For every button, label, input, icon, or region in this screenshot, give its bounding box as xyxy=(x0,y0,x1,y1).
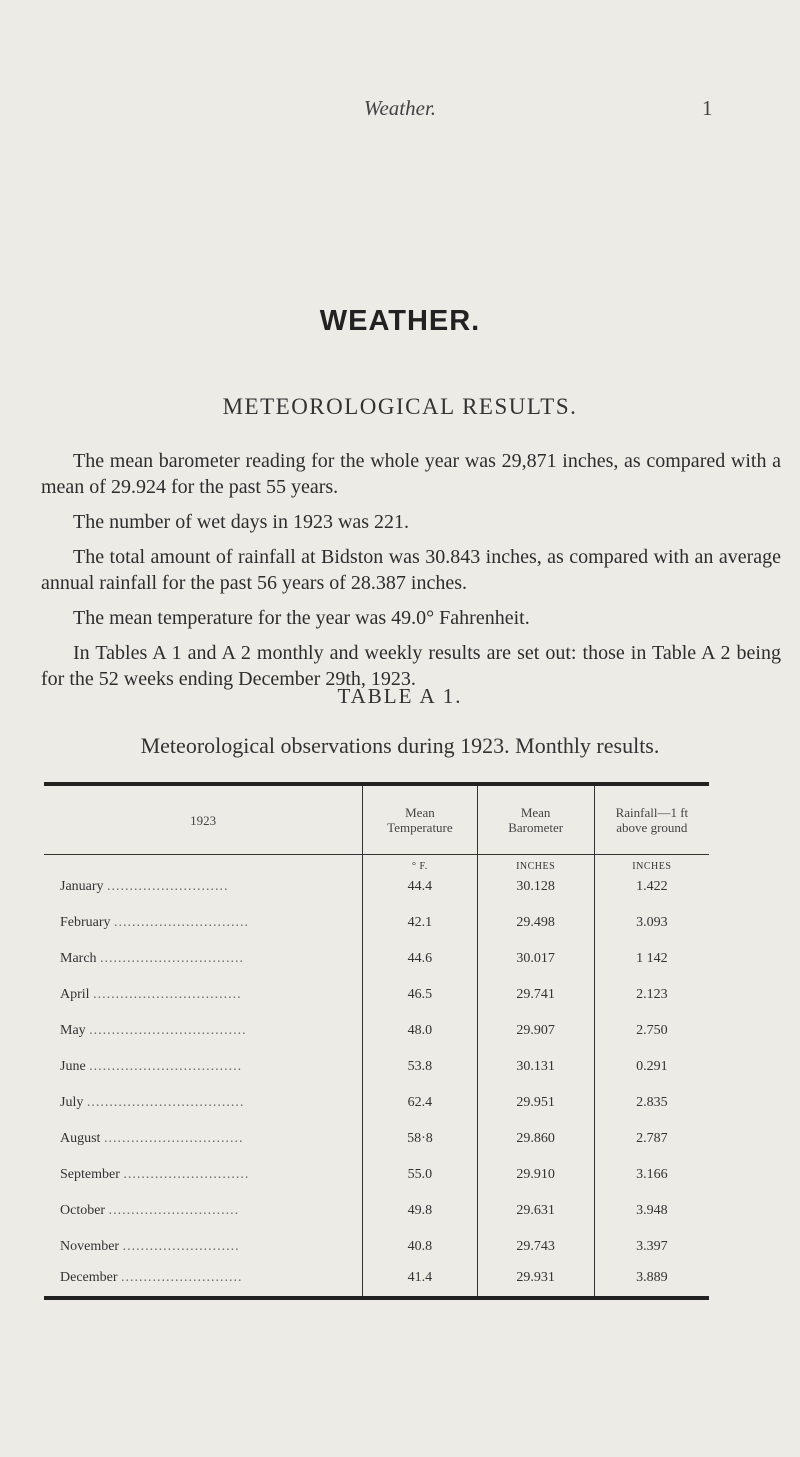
table-caption: Meteorological observations during 1923. Monthly results. xyxy=(140,733,660,758)
column-header-barometer xyxy=(477,784,594,855)
table-row xyxy=(44,875,709,899)
temperature-cell: 46.5 xyxy=(363,971,477,1007)
month-cell xyxy=(44,971,363,1007)
dot-leader: .............................. xyxy=(114,915,250,930)
table-row xyxy=(44,1115,709,1151)
units-row xyxy=(44,855,709,876)
units-baro: INCHES xyxy=(477,855,594,876)
barometer-cell: 29.741 xyxy=(477,971,594,1007)
dot-leader: .......................... xyxy=(122,1239,240,1254)
header-baro-line1: Mean xyxy=(520,805,551,820)
rainfall-cell: 2.123 xyxy=(594,971,709,1007)
column-header-year: 1923 xyxy=(44,784,363,855)
rainfall-cell: 3.948 xyxy=(594,1187,709,1223)
temperature-cell: 42.1 xyxy=(363,899,477,935)
dot-leader: ........................... xyxy=(121,1270,243,1285)
table-row xyxy=(44,1259,709,1298)
units-temp: ° F. xyxy=(363,855,477,876)
header-temp-line1: Mean xyxy=(405,805,435,820)
dot-leader: ................................... xyxy=(89,1023,247,1038)
barometer-cell: 29.907 xyxy=(477,1007,594,1043)
table-row xyxy=(44,935,709,971)
month-cell xyxy=(44,1151,363,1187)
table-header-row xyxy=(44,784,709,855)
temperature-cell: 44.6 xyxy=(363,935,477,971)
rainfall-cell: 1.422 xyxy=(594,875,709,899)
column-header-rainfall xyxy=(594,784,709,855)
month-label: September xyxy=(60,1167,120,1182)
temperature-cell: 40.8 xyxy=(363,1223,477,1259)
month-cell xyxy=(44,875,363,899)
header-rain-line2: above ground xyxy=(616,820,688,835)
units-rain: INCHES xyxy=(594,855,709,876)
barometer-cell: 29.951 xyxy=(477,1079,594,1115)
dot-leader: ............................ xyxy=(123,1167,250,1182)
dot-leader: ................................. xyxy=(93,987,242,1002)
table-row xyxy=(44,1043,709,1079)
table-bottom-rule xyxy=(44,1298,709,1300)
units-month-cell xyxy=(44,855,363,876)
table-body xyxy=(44,855,709,1299)
temperature-cell: 58·8 xyxy=(363,1115,477,1151)
month-label: July xyxy=(60,1095,84,1110)
paragraph-barometer: The mean barometer reading for the whole year was 29,871 inches, as compared with a mean of 29.924 for the past 55 years. xyxy=(41,450,781,498)
section-subtitle: METEOROLOGICAL RESULTS. xyxy=(222,394,578,419)
temperature-cell: 55.0 xyxy=(363,1151,477,1187)
header-baro-line2: Barometer xyxy=(508,820,564,835)
month-cell xyxy=(44,899,363,935)
running-title: Weather. xyxy=(363,96,437,120)
header-temp-line2: Temperature xyxy=(387,820,453,835)
month-cell xyxy=(44,1007,363,1043)
temperature-cell: 44.4 xyxy=(363,875,477,899)
barometer-cell: 30.017 xyxy=(477,935,594,971)
header-rain-line1: Rainfall—1 ft xyxy=(615,805,689,820)
paragraph-rainfall: The total amount of rainfall at Bidston was 30.843 inches, as compared with an average annual rainfall for the past 56 years of 28.387 inches. xyxy=(41,546,781,594)
barometer-cell: 29.931 xyxy=(477,1259,594,1298)
table-row xyxy=(44,1007,709,1043)
dot-leader: .................................. xyxy=(89,1059,243,1074)
rainfall-cell: 3.397 xyxy=(594,1223,709,1259)
month-label: August xyxy=(60,1131,101,1146)
rainfall-cell: 2.750 xyxy=(594,1007,709,1043)
column-header-temperature xyxy=(363,784,477,855)
paragraph-wet-days: The number of wet days in 1923 was 221. xyxy=(73,511,410,533)
month-cell xyxy=(44,1223,363,1259)
barometer-cell: 29.910 xyxy=(477,1151,594,1187)
month-label: October xyxy=(60,1203,106,1218)
dot-leader: ................................... xyxy=(86,1095,245,1110)
month-label: November xyxy=(60,1239,120,1254)
rainfall-cell: 1 142 xyxy=(594,935,709,971)
temperature-cell: 62.4 xyxy=(363,1079,477,1115)
body-text xyxy=(41,448,781,701)
table-heading: TABLE A 1. xyxy=(337,684,463,708)
monthly-results-table xyxy=(44,782,709,1300)
month-label: April xyxy=(60,987,90,1002)
paragraph-temperature: The mean temperature for the year was 49.0° Fahrenheit. xyxy=(73,607,530,629)
dot-leader: ........................... xyxy=(107,879,229,894)
month-cell xyxy=(44,1043,363,1079)
dot-leader: ............................... xyxy=(103,1131,244,1146)
table-row xyxy=(44,1079,709,1115)
month-label: February xyxy=(60,915,111,930)
table-row xyxy=(44,1187,709,1223)
dot-leader: ............................. xyxy=(108,1203,240,1218)
month-cell xyxy=(44,1115,363,1151)
temperature-cell: 49.8 xyxy=(363,1187,477,1223)
barometer-cell: 29.743 xyxy=(477,1223,594,1259)
rainfall-cell: 3.166 xyxy=(594,1151,709,1187)
table-row xyxy=(44,971,709,1007)
page-number: 1 xyxy=(702,96,713,120)
table-row xyxy=(44,899,709,935)
rainfall-cell: 0.291 xyxy=(594,1043,709,1079)
month-cell xyxy=(44,1259,363,1298)
barometer-cell: 29.631 xyxy=(477,1187,594,1223)
rainfall-cell: 3.889 xyxy=(594,1259,709,1298)
barometer-cell: 29.860 xyxy=(477,1115,594,1151)
month-label: May xyxy=(60,1023,86,1038)
temperature-cell: 48.0 xyxy=(363,1007,477,1043)
rainfall-cell: 2.835 xyxy=(594,1079,709,1115)
month-label: June xyxy=(60,1059,86,1074)
rainfall-cell: 3.093 xyxy=(594,899,709,935)
temperature-cell: 53.8 xyxy=(363,1043,477,1079)
barometer-cell: 30.131 xyxy=(477,1043,594,1079)
month-label: March xyxy=(60,951,97,966)
barometer-cell: 29.498 xyxy=(477,899,594,935)
month-label: December xyxy=(60,1270,118,1285)
bottom-rule-cell xyxy=(44,1298,709,1300)
month-cell xyxy=(44,1187,363,1223)
barometer-cell: 30.128 xyxy=(477,875,594,899)
page-title: WEATHER. xyxy=(319,305,481,337)
dot-leader: ................................ xyxy=(100,951,245,966)
month-cell xyxy=(44,935,363,971)
month-label: January xyxy=(60,879,104,894)
rainfall-cell: 2.787 xyxy=(594,1115,709,1151)
paragraph-tables: In Tables A 1 and A 2 monthly and weekly results are set out: those in Table A 2 being for the 52 weeks ending December 29th, 1923. xyxy=(41,642,781,690)
table-row xyxy=(44,1223,709,1259)
table-row xyxy=(44,1151,709,1187)
month-cell xyxy=(44,1079,363,1115)
temperature-cell: 41.4 xyxy=(363,1259,477,1298)
